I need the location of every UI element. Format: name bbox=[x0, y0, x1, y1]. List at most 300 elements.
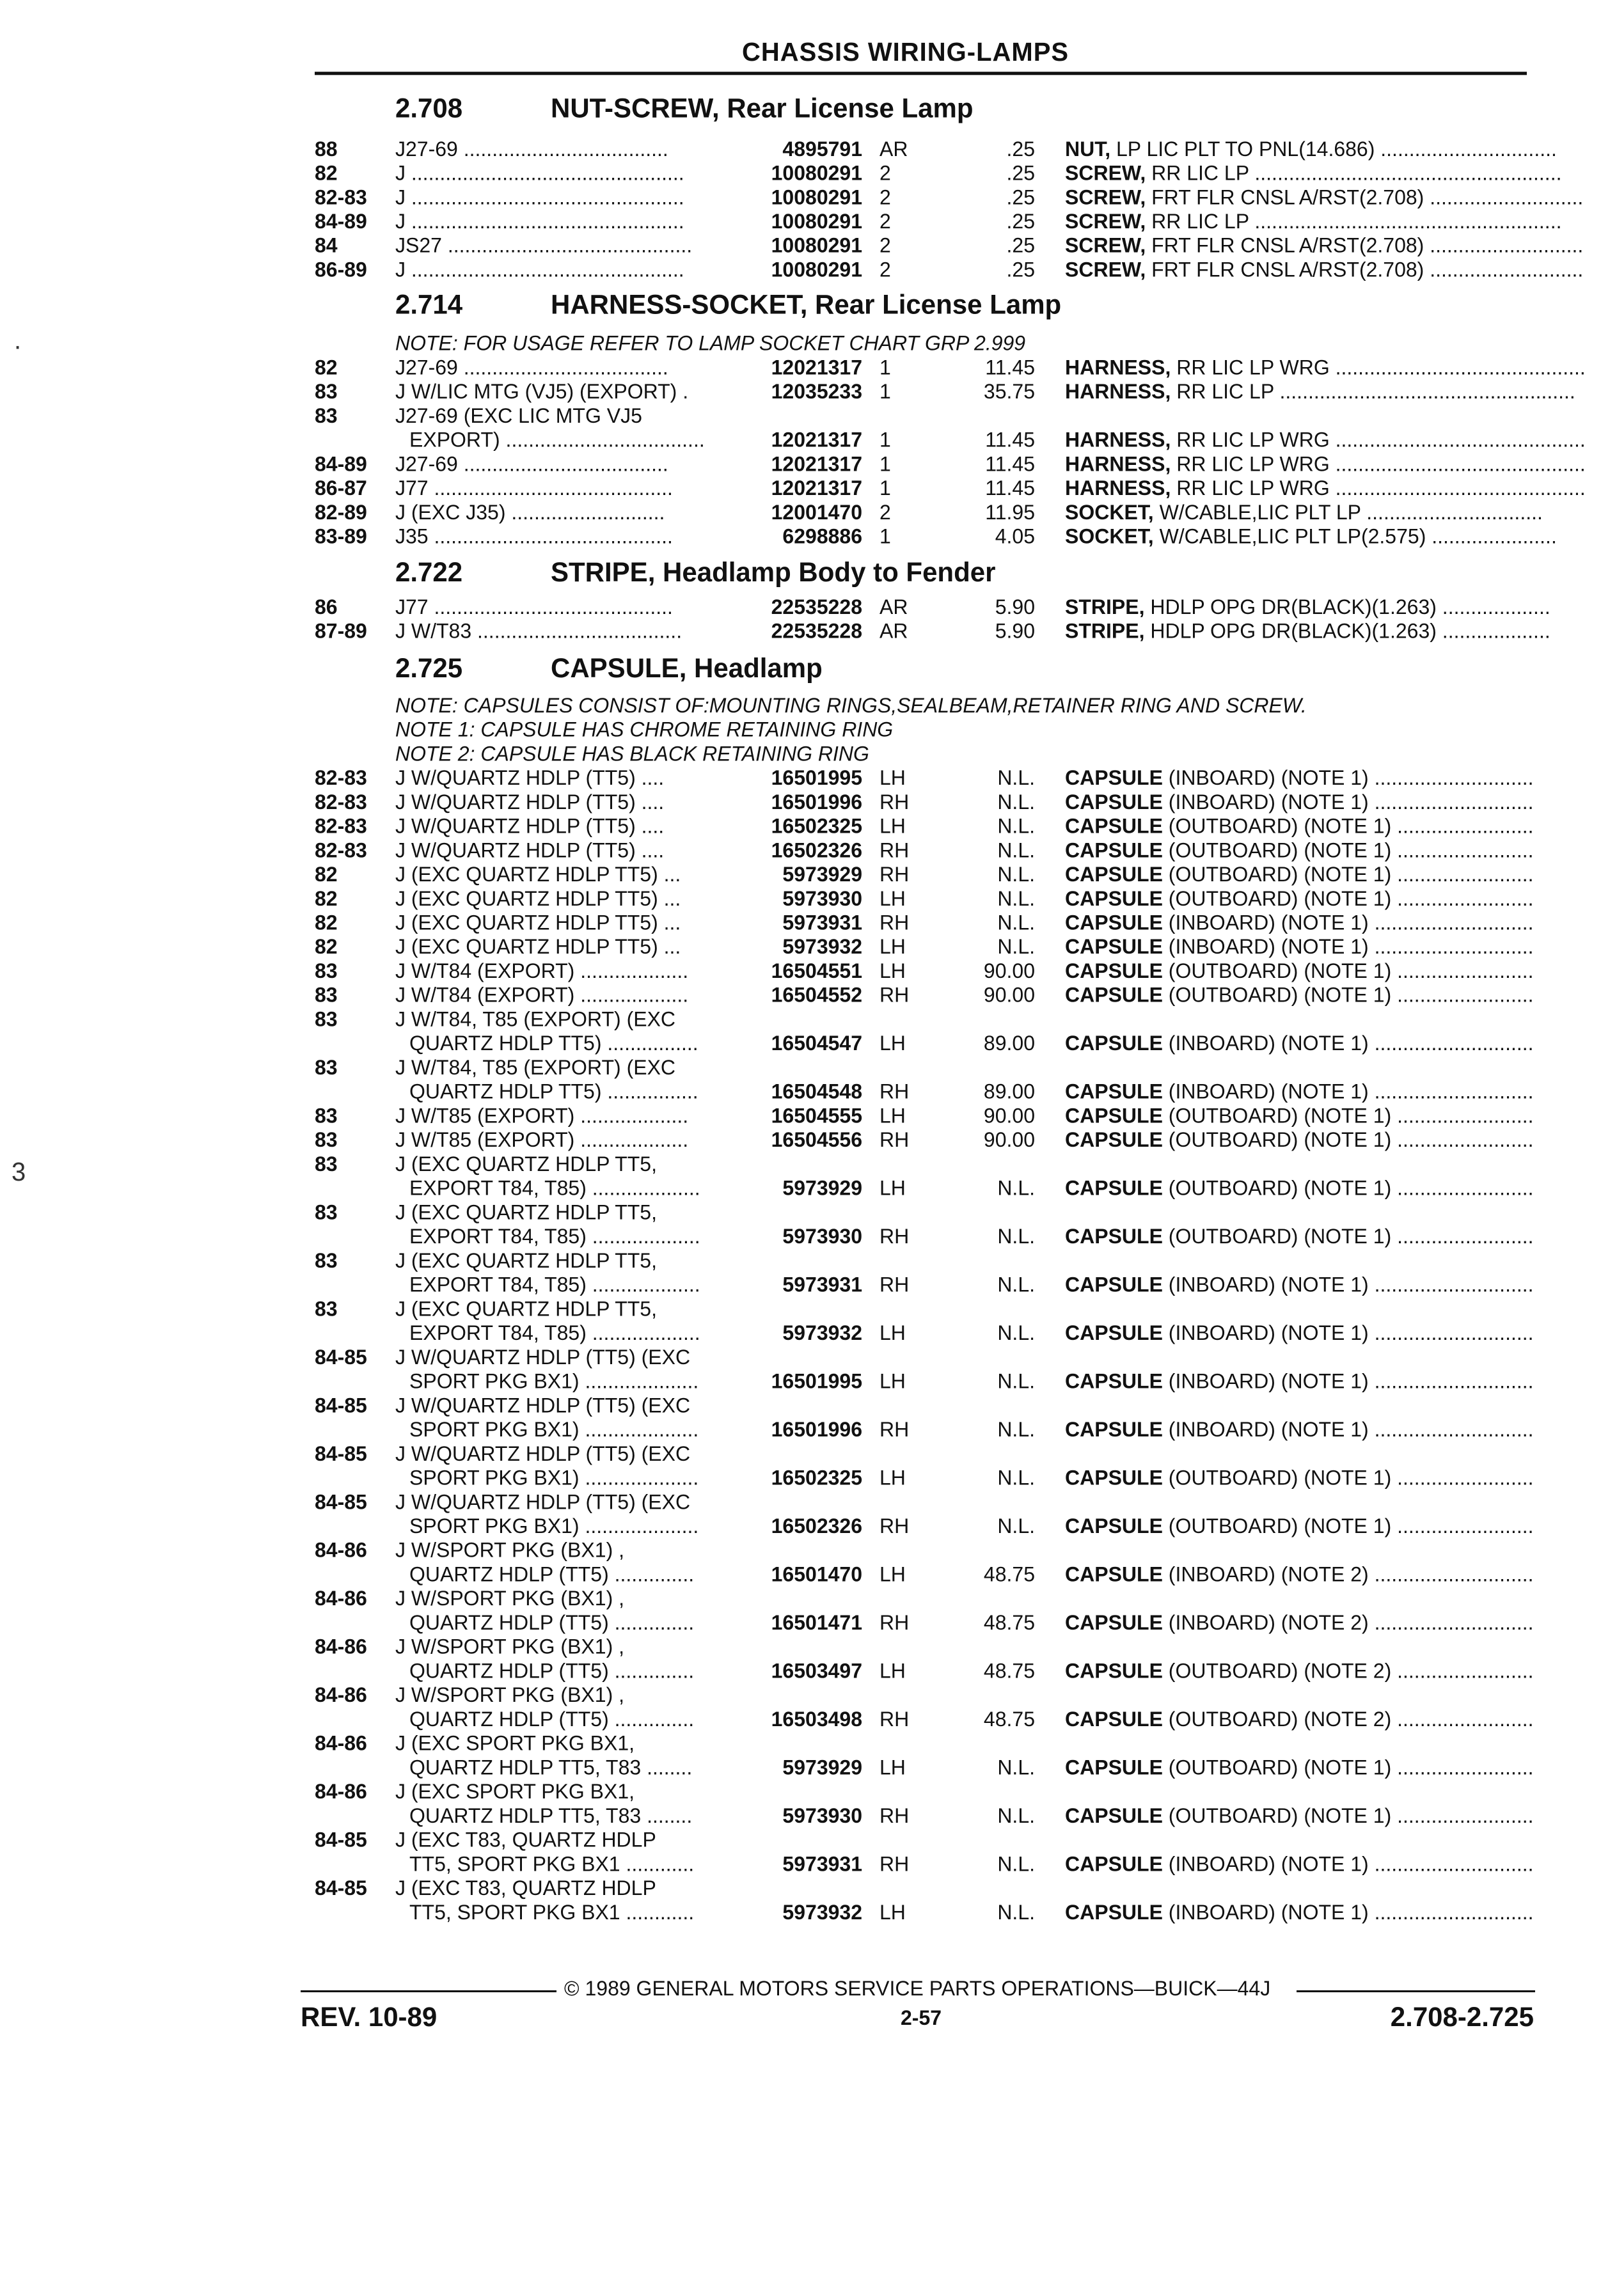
model-years: 83 bbox=[315, 959, 338, 983]
price: 4.05 bbox=[995, 524, 1035, 548]
part-name: CAPSULE bbox=[1065, 1080, 1163, 1103]
part-name: CAPSULE bbox=[1065, 910, 1163, 934]
part-description bbox=[1065, 1321, 1534, 1346]
footer-rule-right bbox=[1297, 1990, 1535, 1992]
model-years: 83 bbox=[315, 1296, 338, 1321]
table-row bbox=[0, 1876, 1617, 1901]
table-row bbox=[0, 1369, 1617, 1394]
table-row bbox=[0, 1176, 1617, 1200]
part-number: 16504551 bbox=[771, 959, 862, 983]
part-description bbox=[1065, 1103, 1534, 1128]
part-name: CAPSULE bbox=[1065, 934, 1163, 959]
part-detail: (OUTBOARD) (NOTE 1) ........................ bbox=[1162, 1176, 1534, 1200]
part-description bbox=[1065, 1128, 1534, 1152]
part-name: CAPSULE bbox=[1065, 838, 1163, 862]
part-description bbox=[1065, 1658, 1534, 1683]
part-description bbox=[1065, 137, 1557, 161]
section-range: 2.708-2.725 bbox=[1390, 2001, 1534, 2033]
part-number: 12021317 bbox=[771, 355, 862, 379]
part-description bbox=[1065, 814, 1534, 838]
section-heading-2708 bbox=[395, 93, 974, 124]
quantity: RH bbox=[879, 790, 910, 814]
table-row bbox=[0, 790, 1617, 814]
price: N.L. bbox=[997, 766, 1035, 790]
part-detail: (OUTBOARD) (NOTE 1) ........................ bbox=[1162, 1103, 1534, 1128]
table-row bbox=[0, 380, 1617, 404]
table-row bbox=[0, 1900, 1617, 1924]
part-description bbox=[1065, 1465, 1534, 1490]
part-description bbox=[1065, 379, 1575, 404]
price: 90.00 bbox=[983, 983, 1035, 1007]
part-name: CAPSULE bbox=[1065, 790, 1163, 814]
part-number: 16502326 bbox=[771, 838, 862, 862]
application: J ................................................ bbox=[395, 257, 684, 281]
price: .25 bbox=[1006, 257, 1035, 281]
part-number: 12021317 bbox=[771, 428, 862, 452]
application-continued: SPORT PKG BX1) .................... bbox=[409, 1417, 699, 1442]
part-description bbox=[1065, 1562, 1534, 1587]
part-name: CAPSULE bbox=[1065, 1755, 1163, 1779]
quantity: RH bbox=[879, 1852, 910, 1876]
part-name: CAPSULE bbox=[1065, 1852, 1163, 1876]
section-number: 2.725 bbox=[395, 652, 463, 683]
application: J W/QUARTZ HDLP (TT5) .... bbox=[395, 814, 665, 838]
table-row bbox=[0, 886, 1617, 911]
application: J W/LIC MTG (VJ5) (EXPORT) . bbox=[395, 379, 689, 404]
quantity: LH bbox=[879, 1562, 906, 1586]
part-description bbox=[1065, 959, 1534, 983]
model-years: 83 bbox=[315, 983, 338, 1007]
part-name: CAPSULE bbox=[1065, 1514, 1163, 1538]
part-detail: (OUTBOARD) (NOTE 2) ........................ bbox=[1162, 1707, 1534, 1731]
application-continued: QUARTZ HDLP (TT5) .............. bbox=[409, 1610, 695, 1635]
model-years: 84-86 bbox=[315, 1731, 367, 1755]
table-row bbox=[0, 1562, 1617, 1587]
application: J (EXC QUARTZ HDLP TT5, bbox=[395, 1152, 657, 1176]
part-description bbox=[1065, 1852, 1534, 1876]
part-number: 16501470 bbox=[771, 1562, 862, 1586]
part-name: SCREW, bbox=[1065, 185, 1146, 209]
application: J27-69 (EXC LIC MTG VJ5 bbox=[395, 404, 642, 428]
part-number: 5973931 bbox=[782, 1273, 862, 1296]
section-note: NOTE: CAPSULES CONSIST OF:MOUNTING RINGS,SEALBEAM,RETAINER RING AND SCREW. bbox=[395, 693, 1307, 717]
table-row bbox=[0, 1635, 1617, 1659]
part-name: SOCKET, bbox=[1065, 500, 1154, 524]
table-row bbox=[0, 404, 1617, 428]
section-note: NOTE 2: CAPSULE HAS BLACK RETAINING RING bbox=[395, 741, 869, 766]
footer-rule-left bbox=[301, 1990, 556, 1992]
application-continued: QUARTZ HDLP TT5, T83 ........ bbox=[409, 1804, 693, 1828]
part-description bbox=[1065, 1031, 1534, 1056]
price: .25 bbox=[1006, 209, 1035, 233]
model-years: 82-83 bbox=[315, 766, 367, 790]
part-name: HARNESS, bbox=[1065, 428, 1171, 452]
table-row bbox=[0, 1007, 1617, 1032]
part-description bbox=[1065, 355, 1586, 380]
model-years: 82 bbox=[315, 161, 338, 185]
price: 90.00 bbox=[983, 959, 1035, 983]
quantity: 1 bbox=[879, 524, 891, 548]
part-name: CAPSULE bbox=[1065, 983, 1163, 1007]
table-row bbox=[0, 137, 1617, 161]
application-continued: EXPORT T84, T85) ................... bbox=[409, 1176, 700, 1200]
section-title: CAPSULE, Headlamp bbox=[551, 652, 823, 683]
part-detail: (INBOARD) (NOTE 1) ............................ bbox=[1162, 1369, 1534, 1393]
part-name: CAPSULE bbox=[1065, 814, 1163, 838]
price: 5.90 bbox=[995, 618, 1035, 643]
price: 5.90 bbox=[995, 595, 1035, 618]
table-row bbox=[0, 1852, 1617, 1876]
part-number: 5973930 bbox=[782, 1804, 862, 1828]
application-continued: EXPORT T84, T85) ................... bbox=[409, 1224, 700, 1248]
application: J W/T84, T85 (EXPORT) (EXC bbox=[395, 1007, 676, 1031]
application: J (EXC QUARTZ HDLP TT5, bbox=[395, 1296, 657, 1321]
application: J W/QUARTZ HDLP (TT5) (EXC bbox=[395, 1490, 691, 1514]
section-number: 2.714 bbox=[395, 288, 463, 320]
part-name: CAPSULE bbox=[1065, 1465, 1163, 1490]
quantity: RH bbox=[879, 1707, 910, 1731]
application-continued: QUARTZ HDLP (TT5) .............. bbox=[409, 1707, 695, 1731]
part-number: 16501995 bbox=[771, 1369, 862, 1393]
table-row bbox=[0, 1152, 1617, 1176]
part-number: 5973930 bbox=[782, 1224, 862, 1248]
application: J (EXC QUARTZ HDLP TT5) ... bbox=[395, 886, 681, 910]
application: J (EXC QUARTZ HDLP TT5) ... bbox=[395, 910, 681, 934]
table-row bbox=[0, 452, 1617, 476]
part-name: CAPSULE bbox=[1065, 1900, 1163, 1924]
part-description bbox=[1065, 862, 1534, 886]
part-number: 16504555 bbox=[771, 1103, 862, 1128]
part-name: NUT, bbox=[1065, 137, 1111, 161]
part-detail: HDLP OPG DR(BLACK)(1.263) ................... bbox=[1144, 618, 1550, 643]
quantity: RH bbox=[879, 1273, 910, 1296]
part-name: SCREW, bbox=[1065, 257, 1146, 281]
model-years: 86-89 bbox=[315, 257, 367, 281]
table-row bbox=[0, 1490, 1617, 1514]
model-years: 84-89 bbox=[315, 452, 367, 476]
part-name: CAPSULE bbox=[1065, 862, 1163, 886]
model-years: 83 bbox=[315, 1007, 338, 1031]
application-continued: EXPORT T84, T85) ................... bbox=[409, 1321, 700, 1345]
table-row bbox=[0, 838, 1617, 863]
part-description bbox=[1065, 790, 1534, 814]
quantity: 2 bbox=[879, 161, 891, 185]
application: J W/SPORT PKG (BX1) , bbox=[395, 1586, 624, 1610]
application-continued: QUARTZ HDLP (TT5) .............. bbox=[409, 1562, 695, 1586]
price: 48.75 bbox=[983, 1562, 1035, 1586]
part-number: 10080291 bbox=[771, 257, 862, 281]
application-continued: TT5, SPORT PKG BX1 ............ bbox=[409, 1900, 695, 1924]
part-number: 10080291 bbox=[771, 209, 862, 233]
application-continued: SPORT PKG BX1) .................... bbox=[409, 1369, 699, 1393]
part-number: 12001470 bbox=[771, 500, 862, 524]
section-note: NOTE 1: CAPSULE HAS CHROME RETAINING RING bbox=[395, 718, 894, 741]
section-heading-2714 bbox=[395, 289, 1061, 320]
application-continued: QUARTZ HDLP TT5, T83 ........ bbox=[409, 1755, 693, 1779]
application: J W/QUARTZ HDLP (TT5) (EXC bbox=[395, 1393, 691, 1417]
part-detail: (OUTBOARD) (NOTE 1) ........................ bbox=[1162, 1804, 1534, 1828]
part-detail: (OUTBOARD) (NOTE 2) ........................ bbox=[1162, 1658, 1534, 1683]
part-detail: (OUTBOARD) (NOTE 1) ........................ bbox=[1162, 814, 1534, 838]
part-detail: RR LIC LP ...................................................... bbox=[1146, 209, 1562, 233]
part-number: 5973929 bbox=[782, 862, 862, 886]
model-years: 83 bbox=[315, 1128, 338, 1152]
part-detail: W/CABLE,LIC PLT LP ............................... bbox=[1153, 500, 1543, 524]
price: N.L. bbox=[997, 886, 1035, 910]
part-detail: (OUTBOARD) (NOTE 1) ........................ bbox=[1162, 1465, 1534, 1490]
application-continued: SPORT PKG BX1) .................... bbox=[409, 1465, 699, 1490]
quantity: RH bbox=[879, 838, 910, 862]
quantity: AR bbox=[879, 137, 908, 161]
application: J W/T84, T85 (EXPORT) (EXC bbox=[395, 1055, 676, 1080]
part-name: HARNESS, bbox=[1065, 355, 1171, 379]
part-number: 16503498 bbox=[771, 1707, 862, 1731]
part-number: 22535228 bbox=[771, 595, 862, 618]
quantity: LH bbox=[879, 1465, 906, 1490]
table-row bbox=[0, 1032, 1617, 1056]
application-continued: QUARTZ HDLP TT5) ................ bbox=[409, 1080, 698, 1103]
price: 89.00 bbox=[983, 1031, 1035, 1055]
table-row bbox=[0, 1466, 1617, 1490]
application: J W/T84 (EXPORT) ................... bbox=[395, 959, 689, 983]
table-row bbox=[0, 258, 1617, 282]
part-detail: (INBOARD) (NOTE 2) ............................ bbox=[1162, 1562, 1534, 1586]
model-years: 84-86 bbox=[315, 1538, 367, 1562]
part-description bbox=[1065, 1900, 1534, 1924]
part-detail: (OUTBOARD) (NOTE 1) ........................ bbox=[1162, 1224, 1534, 1248]
price: N.L. bbox=[997, 910, 1035, 934]
price: N.L. bbox=[997, 1417, 1035, 1442]
page-header-title: CHASSIS WIRING-LAMPS bbox=[742, 38, 1069, 67]
application: J W/SPORT PKG (BX1) , bbox=[395, 1635, 624, 1658]
model-years: 82 bbox=[315, 910, 338, 934]
model-years: 84-86 bbox=[315, 1586, 367, 1610]
table-row bbox=[0, 1756, 1617, 1780]
application: J77 .......................................... bbox=[395, 595, 673, 618]
section-heading-2725 bbox=[395, 652, 823, 684]
table-row bbox=[0, 1080, 1617, 1104]
section-number: 2.722 bbox=[395, 556, 463, 587]
part-description bbox=[1065, 185, 1584, 210]
part-name: CAPSULE bbox=[1065, 1176, 1163, 1200]
table-row bbox=[0, 1128, 1617, 1152]
table-row bbox=[0, 1683, 1617, 1708]
price: 11.45 bbox=[985, 452, 1035, 476]
model-years: 84-85 bbox=[315, 1828, 367, 1852]
model-years: 84-85 bbox=[315, 1345, 367, 1369]
quantity: RH bbox=[879, 1804, 910, 1828]
application-continued: EXPORT) ................................... bbox=[409, 428, 705, 452]
application-continued: SPORT PKG BX1) .................... bbox=[409, 1514, 699, 1538]
quantity: LH bbox=[879, 934, 906, 959]
table-row bbox=[0, 1514, 1617, 1538]
application: J W/T85 (EXPORT) ................... bbox=[395, 1128, 689, 1152]
model-years: 82 bbox=[315, 355, 338, 379]
price: 48.75 bbox=[983, 1707, 1035, 1731]
application: J ................................................ bbox=[395, 185, 684, 209]
quantity: LH bbox=[879, 1369, 906, 1393]
model-years: 84-89 bbox=[315, 209, 367, 233]
table-row bbox=[0, 1417, 1617, 1442]
table-row bbox=[0, 1707, 1617, 1731]
part-name: HARNESS, bbox=[1065, 379, 1171, 404]
part-name: CAPSULE bbox=[1065, 1031, 1163, 1055]
model-years: 84-85 bbox=[315, 1393, 367, 1417]
part-number: 16503497 bbox=[771, 1658, 862, 1683]
application: J W/QUARTZ HDLP (TT5) .... bbox=[395, 790, 665, 814]
table-row bbox=[0, 233, 1617, 258]
part-number: 22535228 bbox=[771, 618, 862, 643]
model-years: 86 bbox=[315, 595, 338, 618]
part-detail: (INBOARD) (NOTE 1) ............................ bbox=[1162, 1852, 1534, 1876]
quantity: LH bbox=[879, 959, 906, 983]
price: N.L. bbox=[997, 790, 1035, 814]
model-years: 82-83 bbox=[315, 838, 367, 862]
application: J35 .......................................... bbox=[395, 524, 673, 548]
table-row bbox=[0, 476, 1617, 501]
model-years: 83 bbox=[315, 1152, 338, 1176]
quantity: LH bbox=[879, 1658, 906, 1683]
price: .25 bbox=[1006, 137, 1035, 161]
model-years: 82-89 bbox=[315, 500, 367, 524]
part-name: CAPSULE bbox=[1065, 959, 1163, 983]
table-row bbox=[0, 1780, 1617, 1804]
part-description bbox=[1065, 838, 1534, 863]
part-description bbox=[1065, 934, 1534, 959]
table-row bbox=[0, 1225, 1617, 1249]
quantity: RH bbox=[879, 1224, 910, 1248]
price: N.L. bbox=[997, 1321, 1035, 1345]
quantity: AR bbox=[879, 618, 908, 643]
price: .25 bbox=[1006, 185, 1035, 209]
part-name: CAPSULE bbox=[1065, 886, 1163, 910]
quantity: RH bbox=[879, 1417, 910, 1442]
application-continued: QUARTZ HDLP TT5) ................ bbox=[409, 1031, 698, 1055]
quantity: LH bbox=[879, 1176, 906, 1200]
quantity: RH bbox=[879, 1080, 910, 1103]
application: J W/QUARTZ HDLP (TT5) (EXC bbox=[395, 1442, 691, 1465]
part-detail: FRT FLR CNSL A/RST(2.708) ........................... bbox=[1146, 185, 1584, 209]
part-number: 16501996 bbox=[771, 790, 862, 814]
table-row bbox=[0, 524, 1617, 549]
table-row bbox=[0, 1804, 1617, 1828]
model-years: 82-83 bbox=[315, 185, 367, 209]
table-row bbox=[0, 959, 1617, 983]
part-number: 12035233 bbox=[771, 379, 862, 404]
part-detail: (INBOARD) (NOTE 1) ............................ bbox=[1162, 1080, 1534, 1103]
quantity: LH bbox=[879, 886, 906, 910]
application-continued: EXPORT T84, T85) ................... bbox=[409, 1273, 700, 1296]
application: J W/QUARTZ HDLP (TT5) .... bbox=[395, 838, 665, 862]
table-row bbox=[0, 356, 1617, 380]
model-years: 83 bbox=[315, 1055, 338, 1080]
section-number: 2.708 bbox=[395, 92, 463, 123]
application: J27-69 .................................... bbox=[395, 355, 668, 379]
model-years: 82-83 bbox=[315, 790, 367, 814]
part-detail: (INBOARD) (NOTE 1) ............................ bbox=[1162, 1900, 1534, 1924]
application: J (EXC QUARTZ HDLP TT5, bbox=[395, 1248, 657, 1272]
model-years: 82-83 bbox=[315, 814, 367, 838]
part-description bbox=[1065, 428, 1586, 452]
part-description bbox=[1065, 1417, 1534, 1442]
price: 90.00 bbox=[983, 1103, 1035, 1128]
part-detail: LP LIC PLT TO PNL(14.686) ............................... bbox=[1110, 137, 1557, 161]
table-row bbox=[0, 1321, 1617, 1346]
part-number: 16502325 bbox=[771, 1465, 862, 1490]
part-name: CAPSULE bbox=[1065, 1321, 1163, 1345]
quantity: 2 bbox=[879, 185, 891, 209]
part-description bbox=[1065, 233, 1584, 258]
application: J27-69 .................................... bbox=[395, 452, 668, 476]
model-years: 84-86 bbox=[315, 1635, 367, 1658]
part-detail: (OUTBOARD) (NOTE 1) ........................ bbox=[1162, 1755, 1534, 1779]
part-detail: RR LIC LP WRG ............................................ bbox=[1171, 355, 1586, 379]
table-row bbox=[0, 1659, 1617, 1683]
price: N.L. bbox=[997, 1900, 1035, 1924]
quantity: LH bbox=[879, 1321, 906, 1345]
table-row bbox=[0, 619, 1617, 643]
quantity: RH bbox=[879, 1610, 910, 1635]
model-years: 84-85 bbox=[315, 1876, 367, 1900]
table-row bbox=[0, 209, 1617, 233]
part-number: 12021317 bbox=[771, 476, 862, 500]
part-description bbox=[1065, 452, 1586, 476]
part-detail: (OUTBOARD) (NOTE 1) ........................ bbox=[1162, 838, 1534, 862]
table-row bbox=[0, 1394, 1617, 1418]
model-years: 84-86 bbox=[315, 1779, 367, 1804]
section-title: HARNESS-SOCKET, Rear License Lamp bbox=[551, 288, 1062, 320]
part-name: SCREW, bbox=[1065, 233, 1146, 257]
application: J (EXC J35) ........................... bbox=[395, 500, 665, 524]
part-description bbox=[1065, 595, 1550, 619]
part-number: 10080291 bbox=[771, 185, 862, 209]
quantity: LH bbox=[879, 1031, 906, 1055]
part-name: CAPSULE bbox=[1065, 1417, 1163, 1442]
part-number: 5973931 bbox=[782, 1852, 862, 1876]
application: J (EXC QUARTZ HDLP TT5) ... bbox=[395, 862, 681, 886]
application-continued: QUARTZ HDLP (TT5) .............. bbox=[409, 1658, 695, 1683]
price: N.L. bbox=[997, 934, 1035, 959]
quantity: RH bbox=[879, 1128, 910, 1152]
part-description bbox=[1065, 257, 1584, 282]
quantity: RH bbox=[879, 910, 910, 934]
model-years: 83 bbox=[315, 379, 338, 404]
part-name: CAPSULE bbox=[1065, 766, 1163, 790]
stray-bracket-mark: 3 bbox=[12, 1158, 26, 1187]
part-number: 16504552 bbox=[771, 983, 862, 1007]
part-detail: (INBOARD) (NOTE 1) ............................ bbox=[1162, 1031, 1534, 1055]
table-row bbox=[0, 935, 1617, 959]
copyright-line: © 1989 GENERAL MOTORS SERVICE PARTS OPERATIONS—BUICK—44J bbox=[564, 1976, 1271, 2001]
application: J (EXC T83, QUARTZ HDLP bbox=[395, 1828, 656, 1852]
application: J27-69 .................................... bbox=[395, 137, 668, 161]
part-detail: (INBOARD) (NOTE 1) ............................ bbox=[1162, 766, 1534, 790]
part-name: SCREW, bbox=[1065, 161, 1146, 185]
table-row bbox=[0, 595, 1617, 619]
price: N.L. bbox=[997, 1852, 1035, 1876]
part-number: 10080291 bbox=[771, 233, 862, 257]
price: N.L. bbox=[997, 1514, 1035, 1538]
table-row bbox=[0, 1297, 1617, 1321]
quantity: LH bbox=[879, 1755, 906, 1779]
part-number: 16501471 bbox=[771, 1610, 862, 1635]
part-number: 12021317 bbox=[771, 452, 862, 476]
price: N.L. bbox=[997, 1465, 1035, 1490]
price: 11.45 bbox=[985, 476, 1035, 500]
part-number: 10080291 bbox=[771, 161, 862, 185]
part-number: 16502326 bbox=[771, 1514, 862, 1538]
table-row bbox=[0, 1345, 1617, 1369]
